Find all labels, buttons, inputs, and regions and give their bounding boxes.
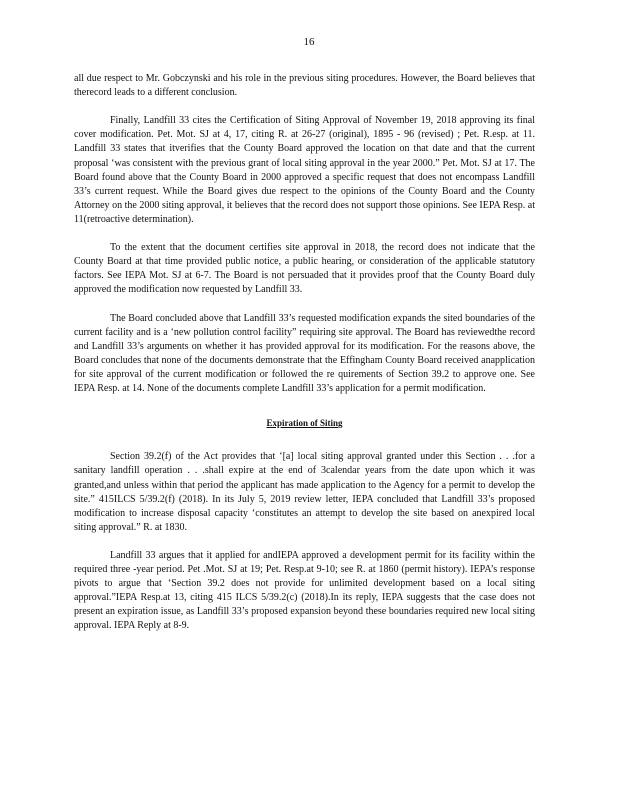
section-heading [74, 416, 535, 430]
body-text [74, 72, 535, 648]
section-heading-text: Expiration of Siting [266, 418, 343, 429]
paragraph-site-approval-2018: To the extent that the document certifies site approval in 2018, the record does not indicate that the County Board at that time provided public notice, a public hearing, or consideration of the applicable statutory factors. See IEPA Mot. SJ at 6-7. The Board is not persuaded that it provides proof that the County Board duly approved the modification now requested by Landfill 33. [74, 242, 535, 296]
paragraph-landfill-argument: Landfill 33 argues that it applied for andIEPA approved a development permit for its facility within the required three -year period. Pet .Mot. SJ at 19; Pet. Resp.at 9-10; see R. at 1860 (permit history). IEPA’s response pivots to argue that ‘Section 39.2 does not provide for unlimited development based on a local siting approval.”IEPA Resp.at 13, citing 415 ILCS 5/39.2(c) (2018).In its reply, IEPA suggests that the case does not present an expiration issue, as Landfill 33’s proposed expansion beyond these boundaries required new local siting approval. IEPA Reply at 8-9. [74, 550, 535, 632]
paragraph-continuation: all due respect to Mr. Gobczynski and his role in the previous siting procedures. However, the Board believes that therecord leads to a different conclusion. [74, 73, 535, 99]
page-number: 16 [303, 36, 315, 48]
paragraph-section-39-2f: Section 39.2(f) of the Act provides that ‘[a] local siting approval granted under this Section . . .for a sanitary landfill operation . . .shall expire at the end of 3calendar years from the date upon which it was granted,and unless within that period the applicant has made application to the Agency for a permit to develop the site.” 415ILCS 5/39.2(f) (2018). In its July 5, 2019 review letter, IEPA concluded that Landfill 33’s proposed modification to increase disposal capacity ‘constitutes an attempt to develop the site based on anexpired local siting approval.” R. at 1830. [74, 451, 535, 533]
paragraph-board-conclusion: The Board concluded above that Landfill 33’s requested modification expands the sited boundaries of the current facility and is a ‘new pollution control facility” requiring site approval. The Board has reviewedthe record and Landfill 33’s arguments on whether it has provided approval for its modification. For the reasons above, the Board concludes that none of the documents demonstrate that the Effingham County Board received anapplication for site approval of the current modification or followed the re quirements of Section 39.2 to approve one. See IEPA Resp. at 14. None of the documents complete Landfill 33’s application for a permit modification. [74, 312, 535, 395]
paragraph-certification: Finally, Landfill 33 cites the Certification of Siting Approval of November 19, 2018 approving its final cover modification. Pet. Mot. SJ at 4, 17, citing R. at 26-27 (original), 1895 - 96 (revised) ; Pet. R.esp. at 11. Landfill 33 states that itverifies that the County Board approved the location on that date and that the current proposal ‘was consistent with the previous grant of local siting approval in the year 2000.” Pet. Mot. SJ at 17. The Board found above that the County Board in 2000 approved a specific request that does not encompass Landfill 33’s current request. While the Board gives due respect to the opinions of the County Board and the County Attorney on the 2000 siting approval, it believes that the record does not support those opinions. See IEPA Resp. at 11(retroactive determination). [74, 115, 535, 225]
